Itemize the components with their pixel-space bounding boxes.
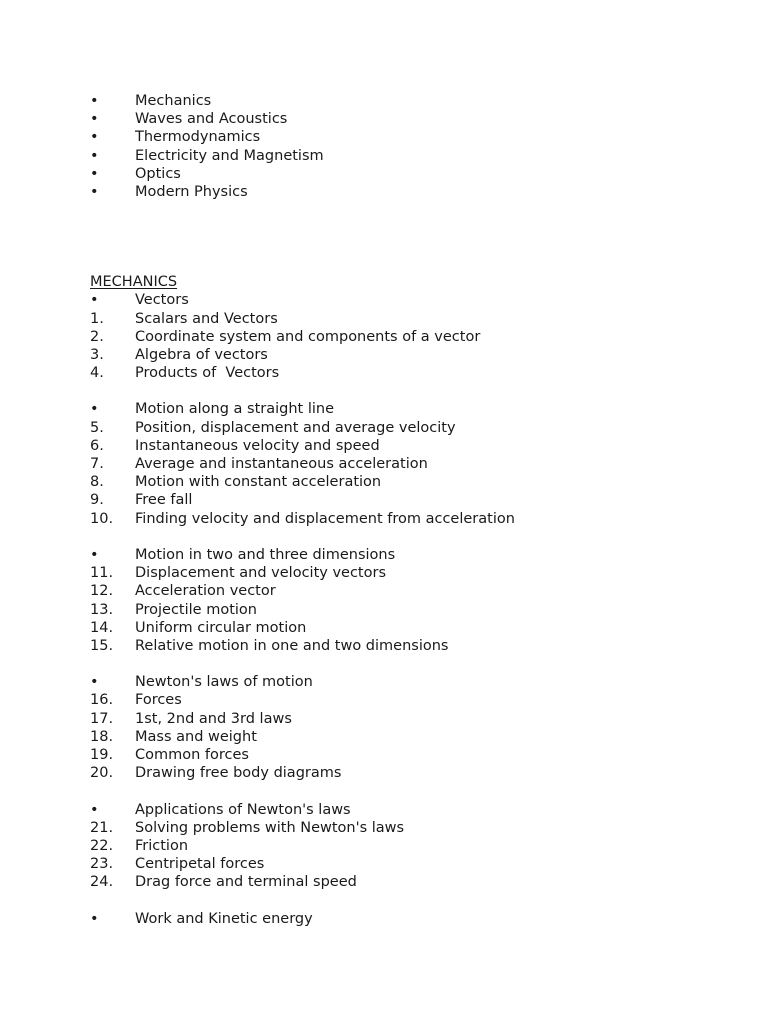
item-text: Coordinate system and components of a vector — [135, 328, 481, 345]
item-text: Instantaneous velocity and speed — [135, 437, 380, 454]
list-item — [90, 473, 730, 491]
item-text: Products of Vectors — [135, 365, 280, 382]
document-content — [90, 92, 730, 928]
list-item — [90, 364, 730, 382]
list-item — [90, 310, 730, 328]
section-groups — [90, 291, 730, 928]
list-item — [90, 728, 730, 746]
list-item — [90, 619, 730, 637]
item-number: 15. — [90, 637, 114, 654]
topic-item — [90, 165, 730, 183]
item-text: Friction — [135, 837, 189, 854]
bullet-icon: • — [90, 546, 99, 563]
item-text: Relative motion in one and two dimensions — [135, 637, 449, 654]
bullet-icon: • — [90, 111, 99, 128]
subtopic-group — [90, 910, 730, 928]
subtopic-title: Applications of Newton's laws — [135, 801, 351, 818]
bullet-icon: • — [90, 129, 99, 146]
list-item — [90, 855, 730, 873]
list-item — [90, 437, 730, 455]
item-number: 22. — [90, 837, 114, 854]
item-number: 11. — [90, 565, 114, 582]
subtopic-title: Vectors — [135, 292, 189, 309]
bullet-icon: • — [90, 93, 99, 109]
list-item — [90, 837, 730, 855]
list-item — [90, 328, 730, 346]
item-text: Acceleration vector — [135, 583, 276, 600]
topics-list — [90, 92, 730, 201]
topic-label: Modern Physics — [135, 183, 248, 200]
item-number: 4. — [90, 365, 104, 382]
list-item — [90, 582, 730, 600]
list-item — [90, 601, 730, 619]
item-text: Scalars and Vectors — [135, 310, 278, 327]
spacer — [90, 782, 730, 800]
item-number: 23. — [90, 856, 114, 873]
subtopic-group — [90, 400, 730, 527]
item-number: 5. — [90, 419, 104, 436]
item-number: 13. — [90, 601, 114, 618]
item-text: Uniform circular motion — [135, 619, 307, 636]
item-number: 16. — [90, 692, 114, 709]
item-number: 3. — [90, 346, 104, 363]
item-text: Solving problems with Newton's laws — [135, 819, 405, 836]
item-text: Algebra of vectors — [135, 346, 268, 363]
item-text: Mass and weight — [135, 728, 257, 745]
subtopic-group — [90, 673, 730, 782]
item-number: 19. — [90, 747, 114, 763]
item-number: 24. — [90, 874, 114, 891]
spacer — [90, 528, 730, 546]
item-text: Average and instantaneous acceleration — [135, 456, 428, 472]
topic-label: Optics — [135, 165, 181, 182]
spacer — [90, 655, 730, 673]
bullet-icon: • — [90, 165, 99, 182]
item-text: Drag force and terminal speed — [135, 874, 357, 891]
topic-item — [90, 128, 730, 146]
item-text: Motion with constant acceleration — [135, 474, 382, 491]
bullet-icon: • — [90, 910, 99, 927]
item-number: 14. — [90, 619, 114, 636]
topic-label: Thermodynamics — [135, 129, 261, 146]
subtopic-group — [90, 291, 730, 382]
list-item — [90, 346, 730, 364]
item-text: Drawing free body diagrams — [135, 765, 342, 782]
list-item — [90, 455, 730, 473]
item-number: 8. — [90, 474, 104, 491]
item-number: 17. — [90, 710, 114, 727]
list-item — [90, 637, 730, 655]
topic-item — [90, 147, 730, 165]
topic-label: Waves and Acoustics — [135, 111, 288, 128]
list-item — [90, 764, 730, 782]
bullet-icon: • — [90, 801, 99, 818]
subtopic-title-row — [90, 801, 730, 819]
topic-item — [90, 183, 730, 201]
item-number: 18. — [90, 728, 114, 745]
list-item — [90, 510, 730, 528]
list-item — [90, 419, 730, 437]
item-number: 10. — [90, 510, 114, 527]
spacer — [90, 382, 730, 400]
bullet-icon: • — [90, 401, 99, 418]
list-item — [90, 710, 730, 728]
topic-label: Electricity and Magnetism — [135, 147, 324, 164]
subtopic-title: Work and Kinetic energy — [135, 910, 313, 927]
list-item — [90, 873, 730, 891]
item-number: 2. — [90, 328, 104, 345]
list-item — [90, 819, 730, 837]
item-text: Free fall — [135, 492, 193, 509]
item-number: 9. — [90, 492, 104, 509]
subtopic-title-row — [90, 673, 730, 691]
item-text: Finding velocity and displacement from acceleration — [135, 510, 515, 527]
item-text: 1st, 2nd and 3rd laws — [135, 710, 292, 727]
spacer — [90, 201, 730, 273]
subtopic-title-row — [90, 910, 730, 928]
item-text: Forces — [135, 692, 182, 709]
list-item — [90, 491, 730, 509]
topic-label: Mechanics — [135, 93, 212, 109]
item-text: Projectile motion — [135, 601, 257, 618]
item-text: Centripetal forces — [135, 856, 265, 873]
list-item — [90, 691, 730, 709]
bullet-icon: • — [90, 292, 99, 309]
topic-item — [90, 92, 730, 110]
subtopic-title: Motion along a straight line — [135, 401, 335, 418]
section-heading: MECHANICS — [90, 274, 178, 291]
subtopic-title: Newton's laws of motion — [135, 674, 313, 691]
item-number: 21. — [90, 819, 114, 836]
subtopic-title-row — [90, 400, 730, 418]
bullet-icon: • — [90, 674, 99, 691]
item-text: Common forces — [135, 747, 249, 763]
item-text: Position, displacement and average velocity — [135, 419, 456, 436]
list-item — [90, 564, 730, 582]
subtopic-title-row — [90, 291, 730, 309]
spacer — [90, 892, 730, 910]
list-item — [90, 746, 730, 764]
item-number: 1. — [90, 310, 104, 327]
item-number: 20. — [90, 765, 114, 782]
item-text: Displacement and velocity vectors — [135, 565, 387, 582]
bullet-icon: • — [90, 147, 99, 164]
subtopic-group — [90, 546, 730, 655]
item-number: 12. — [90, 583, 114, 600]
bullet-icon: • — [90, 183, 99, 200]
item-number: 6. — [90, 437, 104, 454]
subtopic-title-row — [90, 546, 730, 564]
subtopic-group — [90, 801, 730, 892]
topic-item — [90, 110, 730, 128]
item-number: 7. — [90, 456, 104, 472]
subtopic-title: Motion in two and three dimensions — [135, 546, 396, 563]
